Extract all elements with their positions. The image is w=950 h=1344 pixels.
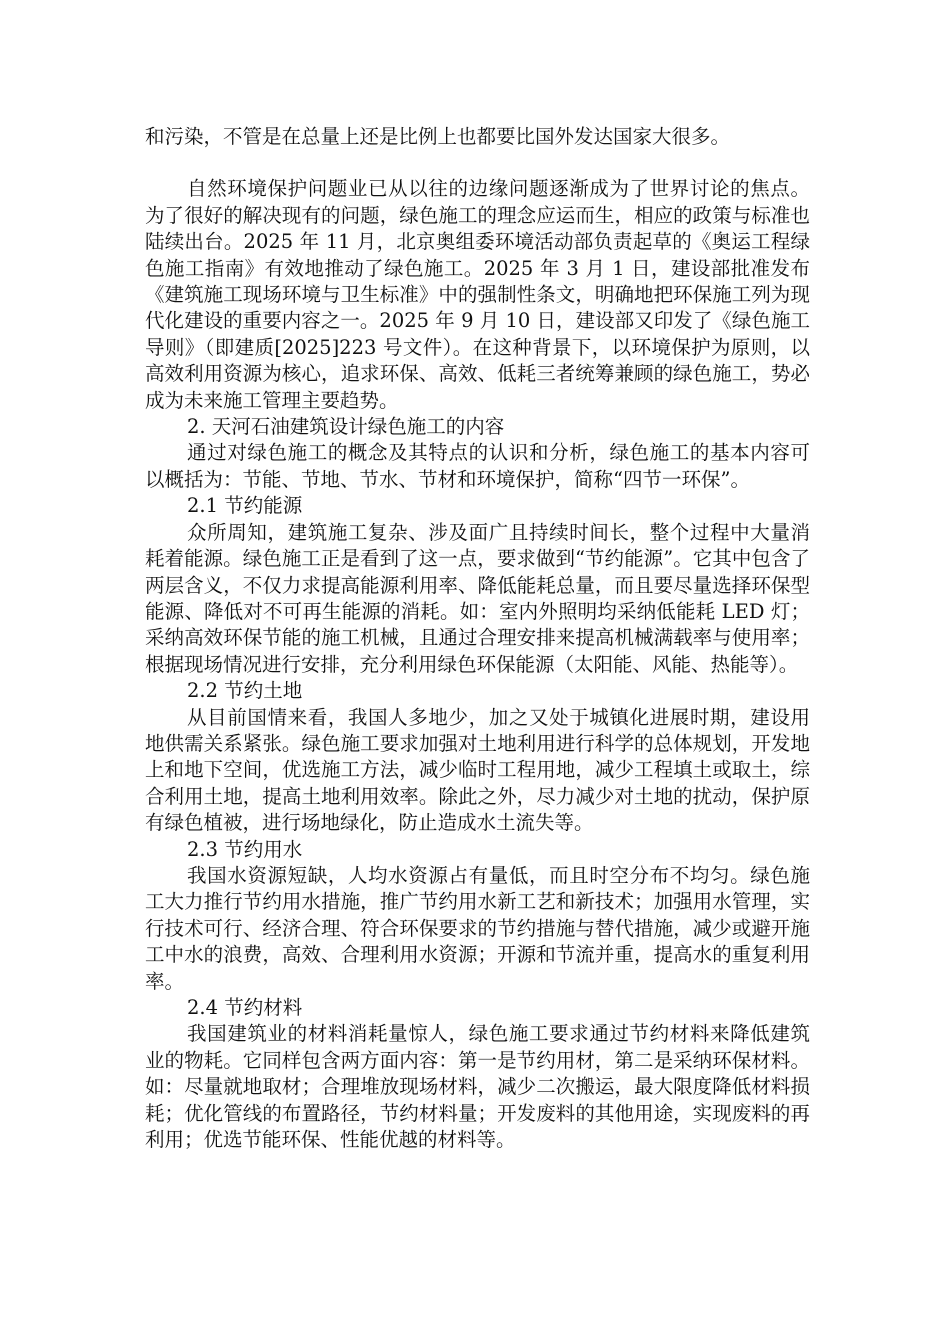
paragraph-water-saving: 我国水资源短缺，人均水资源占有量低，而且时空分布不均匀。绿色施工大力推行节约用水措施，推广节约用水新工艺和新技术；加强用水管理，实行技术可行、经济合理、符合环保要求的节约措施与替代措施，减少或避开施工中水的浪费，高效、合理利用水资源；开源和节流并重，提高水的重复利用率。: [145, 863, 810, 993]
section-heading-2: 2. 天河石油建筑设计绿色施工的内容: [187, 415, 505, 439]
paragraph-material-saving: 我国建筑业的材料消耗量惊人，绿色施工要求通过节约材料来降低建筑业的物耗。它同样包含两方面内容：第一是节约用材，第二是采纳环保材料。如：尽量就地取材；合理堆放现场材料，减少二次搬运，最大限度降低材料损耗；优化管线的布置路径，节约材料量；开发废料的其他用途，实现废料的再利用；优选节能环保、性能优越的材料等。: [145, 1022, 810, 1152]
paragraph-green-construction-content: 通过对绿色施工的概念及其特点的认识和分析，绿色施工的基本内容可以概括为：节能、节地、节水、节材和环境保护，简称“四节一环保”。: [145, 441, 810, 491]
paragraph-energy-saving: 众所周知，建筑施工复杂、涉及面广且持续时间长，整个过程中大量消耗着能源。绿色施工正是看到了这一点，要求做到“节约能源”。它其中包含了两层含义，不仅力求提高能源利用率、降低能耗总量，而且要尽量选择环保型能源、降低对不可再生能源的消耗。如：室内外照明均采纳低能耗 LED 灯；采纳高效环保节能的施工机械，且通过合理安排来提高机械满载率与使用率；根据现场情况进行安排，充分利用绿色环保能源（太阳能、风能、热能等）。: [145, 520, 810, 676]
section-heading-2-3: 2.3 节约用水: [187, 837, 303, 861]
paragraph-gap: [145, 150, 810, 176]
paragraph-continuation: 和污染，不管是在总量上还是比例上也都要比国外发达国家大很多。: [145, 125, 731, 148]
paragraph-land-saving: 从目前国情来看，我国人多地少，加之又处于城镇化进展时期，建设用地供需关系紧张。绿色施工要求加强对土地利用进行科学的总体规划，开发地上和地下空间，优选施工方法，减少临时工程用地，减少工程填土或取土，综合利用土地，提高土地利用效率。除此之外，尽力减少对土地的扰动，保护原有绿色植被，进行场地绿化，防止造成水土流失等。: [145, 705, 810, 835]
section-heading-2-1: 2.1 节约能源: [187, 494, 303, 518]
paragraph-environment-policy: 自然环境保护问题业已从以往的边缘问题逐渐成为了世界讨论的焦点。为了很好的解决现有的问题，绿色施工的理念应运而生，相应的政策与标准也陆续出台。2025 年 11 月，北京奥组委环境活动部负责起草的《奥运工程绿色施工指南》有效地推动了绿色施工。2025 年 3 月 1 日，建设部批准发布《建筑施工现场环境与卫生标准》中的强制性条文，明确地把环保施工列为现代化建设的重要内容之一。2025 年 9 月 10 日，建设部又印发了《绿色施工导则》（即建质[2025]223 号文件）。在这种背景下，以环境保护为原则，以高效利用资源为核心，追求环保、高效、低耗三者统筹兼顾的绿色施工，势必成为未来施工管理主要趋势。: [145, 177, 810, 412]
section-heading-2-2: 2.2 节约土地: [187, 679, 303, 703]
document-page: [145, 124, 810, 1153]
section-heading-2-4: 2.4 节约材料: [187, 996, 303, 1019]
